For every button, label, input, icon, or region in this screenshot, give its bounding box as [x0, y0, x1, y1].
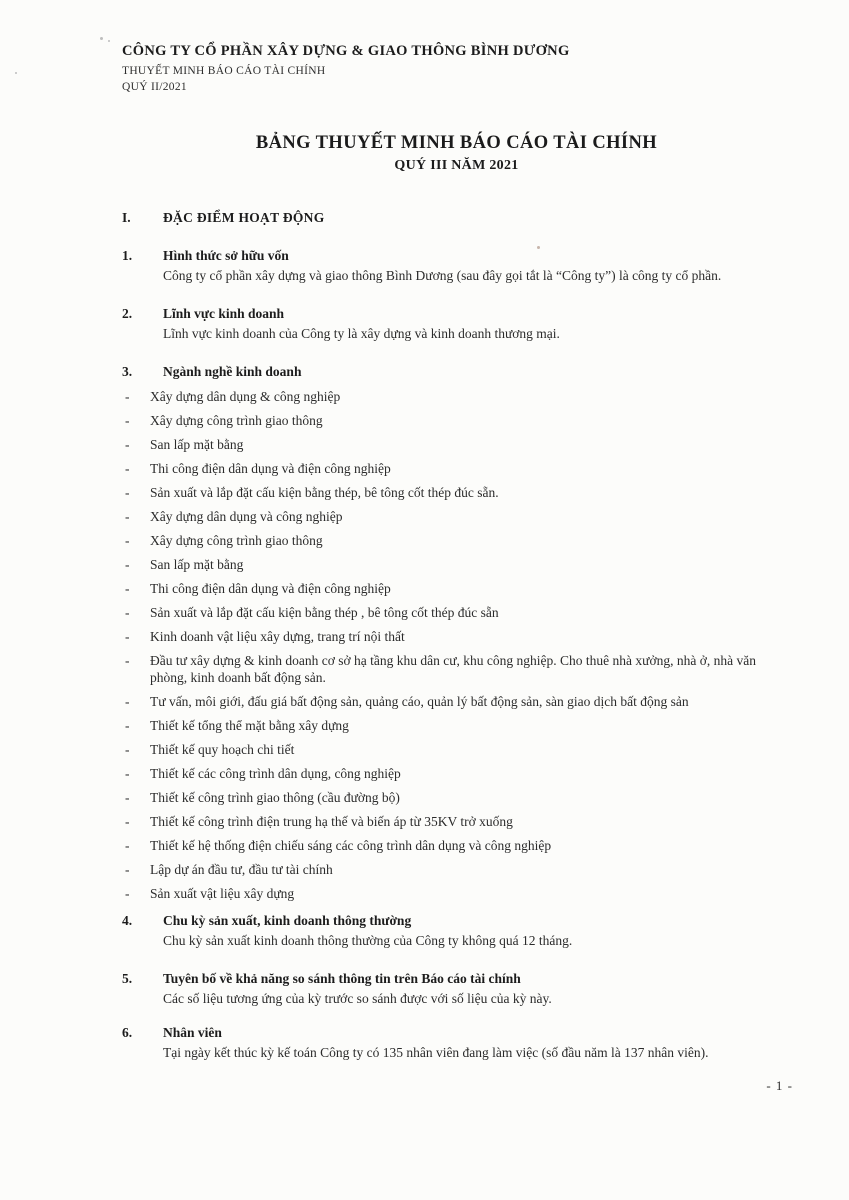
- list-item: - Thiết kế công trình giao thông (cầu đường bộ): [122, 790, 791, 807]
- list-item: - Xây dựng dân dụng & công nghiệp: [122, 389, 791, 406]
- item-body: Tại ngày kết thúc kỳ kế toán Công ty có 135 nhân viên đang làm việc (số đầu năm là 137 nhân viên).: [163, 1045, 709, 1060]
- item-body: Lĩnh vực kinh doanh của Công ty là xây dựng và kinh doanh thương mại.: [163, 326, 560, 341]
- list-item: - Thi công điện dân dụng và điện công nghiệp: [122, 581, 791, 598]
- item-business-cycle: [122, 912, 791, 950]
- item-heading: Ngành nghề kinh doanh: [163, 364, 302, 379]
- title-block: [122, 132, 791, 175]
- list-item: - Thi công điện dân dụng và điện công nghiệp: [122, 461, 791, 478]
- document-subtitle: QUÝ III NĂM 2021: [394, 158, 519, 173]
- item-number: 6.: [122, 1025, 133, 1040]
- list-item: - Sản xuất vật liệu xây dựng: [122, 886, 791, 903]
- item-heading: Nhân viên: [163, 1025, 222, 1040]
- item-heading: Lĩnh vực kinh doanh: [163, 306, 285, 321]
- section-title: ĐẶC ĐIỂM HOẠT ĐỘNG: [163, 210, 325, 225]
- item-ownership-form: [122, 247, 791, 285]
- list-item: - Thiết kế tổng thể mặt bằng xây dựng: [122, 718, 791, 735]
- business-lines-list: [122, 389, 791, 902]
- item-employees: [122, 1024, 791, 1062]
- item-heading: Chu kỳ sản xuất, kinh doanh thông thường: [163, 913, 412, 928]
- item-business-field: [122, 305, 791, 343]
- company-name: CÔNG TY CỔ PHẦN XÂY DỰNG & GIAO THÔNG BÌNH DƯƠNG: [122, 43, 570, 59]
- item-body: Công ty cổ phần xây dựng và giao thông Bình Dương (sau đây gọi tắt là “Công ty”) là công ty cổ phần.: [163, 268, 722, 283]
- document-title: BẢNG THUYẾT MINH BÁO CÁO TÀI CHÍNH: [255, 133, 658, 153]
- item-comparability-statement: [122, 970, 791, 1008]
- report-period: QUÝ II/2021: [122, 81, 187, 93]
- list-item: - Tư vấn, môi giới, đấu giá bất động sản, quảng cáo, quản lý bất động sản, sàn giao dịch bất động sản: [122, 694, 791, 711]
- report-type: THUYẾT MINH BÁO CÁO TÀI CHÍNH: [122, 65, 326, 77]
- list-item: - Lập dự án đầu tư, đầu tư tài chính: [122, 862, 791, 879]
- list-item: - Thiết kế công trình điện trung hạ thế và biến áp từ 35KV trở xuống: [122, 814, 791, 831]
- list-item: - Xây dựng công trình giao thông: [122, 533, 791, 550]
- page-number: - 1 -: [766, 1078, 793, 1093]
- section-heading: [122, 209, 791, 227]
- list-item: - San lấp mặt bằng: [122, 437, 791, 454]
- item-number: 1.: [122, 248, 133, 263]
- list-item: - Sản xuất và lắp đặt cấu kiện bằng thép, bê tông cốt thép đúc sẵn.: [122, 485, 791, 502]
- item-body: Chu kỳ sản xuất kinh doanh thông thường của Công ty không quá 12 tháng.: [163, 933, 573, 948]
- list-item: - Thiết kế các công trình dân dụng, công nghiệp: [122, 766, 791, 783]
- list-item: - Kinh doanh vật liệu xây dựng, trang trí nội thất: [122, 629, 791, 646]
- item-number: 3.: [122, 364, 133, 379]
- list-item: - San lấp mặt bằng: [122, 557, 791, 574]
- list-item: - Xây dựng công trình giao thông: [122, 413, 791, 430]
- item-number: 4.: [122, 913, 133, 928]
- item-number: 2.: [122, 306, 133, 321]
- letterhead: [122, 42, 791, 94]
- list-item: - Xây dựng dân dụng và công nghiệp: [122, 509, 791, 526]
- item-heading: Tuyên bố về khả năng so sánh thông tin trên Báo cáo tài chính: [163, 971, 521, 986]
- item-number: 5.: [122, 971, 133, 986]
- list-item: - Thiết kế hệ thống điện chiếu sáng các công trình dân dụng và công nghiệp: [122, 838, 791, 855]
- list-item: - Đầu tư xây dựng & kinh doanh cơ sở hạ tầng khu dân cư, khu công nghiệp. Cho thuê nhà xưởng, nhà ở, nhà văn phòng, kinh doanh bất động sản.: [122, 653, 791, 686]
- item-business-lines: [122, 363, 791, 381]
- list-item: - Thiết kế quy hoạch chi tiết: [122, 742, 791, 759]
- section-number: I.: [122, 210, 131, 225]
- list-item: - Sản xuất và lắp đặt cấu kiện bằng thép , bê tông cốt thép đúc sẵn: [122, 605, 791, 622]
- item-body: Các số liệu tương ứng của kỳ trước so sánh được với số liệu của kỳ này.: [163, 991, 552, 1006]
- item-heading: Hình thức sở hữu vốn: [163, 248, 289, 263]
